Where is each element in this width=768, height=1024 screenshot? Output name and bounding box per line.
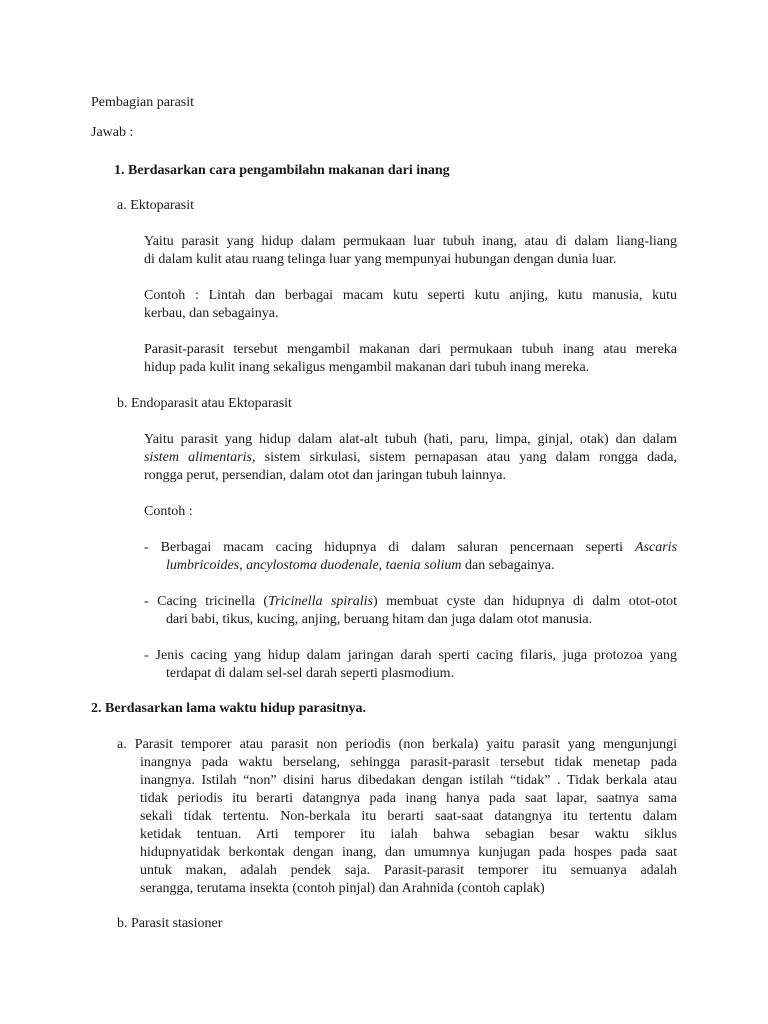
- endo-p1-line: [144, 449, 677, 467]
- example-item-3: - Jenis cacing yang hidup dalam jaringan darah sperti cacing filaris, juga protozoa yang: [144, 648, 677, 663]
- example-text: - Berbagai macam cacing hidupnya di dalam saluran pencernaan seperti: [144, 540, 623, 555]
- ekto-p2-line: Contoh : Lintah dan berbagai macam kutu seperti kutu anjing, kutu manusia, kutu: [144, 288, 677, 303]
- endo-p1-line: Yaitu parasit yang hidup dalam alat-alt tubuh (hati, paru, limpa, ginjal, otak) dan dalam: [144, 432, 677, 447]
- temporer-line: inangnya. Istilah “non” disini harus dibedakan dengan istilah “tidak” . Tidak berkala atau: [140, 773, 677, 788]
- temporer-line: ketidak tentuan. Arti temporer itu ialah bahwa sebagian besar waktu siklus: [140, 827, 677, 842]
- example-item-1: [144, 539, 677, 557]
- ekto-p3-line: Parasit-parasit tersebut mengambil makanan dari permukaan tubuh inang atau mereka: [144, 342, 677, 357]
- ekto-p3-line: hidup pada kulit inang sekaligus mengambil makanan dari tubuh inang mereka.: [144, 360, 590, 375]
- example-text: ) membuat cyste dan hidupnya di dalm otot-otot: [372, 594, 677, 609]
- italic-term: Tricinella spiralis: [268, 594, 373, 609]
- example-item-3-cont: terdapat di dalam sel-sel darah seperti plasmodium.: [166, 666, 455, 681]
- example-item-2-cont: dari babi, tikus, kucing, anjing, beruang hitam dan juga dalam otot manusia.: [166, 612, 593, 627]
- ekto-p2-line: kerbau, dan sebagainya.: [144, 306, 279, 321]
- jawab-label: Jawab :: [91, 125, 134, 140]
- example-text: dan sebagainya.: [461, 558, 555, 573]
- example-text: - Cacing tricinella (: [144, 594, 269, 609]
- section-2-heading: 2. Berdasarkan lama waktu hidup parasitnya.: [91, 701, 367, 716]
- temporer-line: hidupnyatidak berkontak dengan inang, dan umumnya kunjugan pada hospes pada saat: [140, 845, 677, 860]
- endo-p1-text: , sistem sirkulasi, sistem pernapasan atau yang dalam rongga dada,: [251, 450, 677, 465]
- italic-term: lumbricoides, ancylostoma duodenale, taenia solium: [166, 558, 462, 573]
- ekto-p1-line: Yaitu parasit yang hidup dalam permukaan luar tubuh inang, atau di dalam liang-liang: [144, 234, 677, 249]
- ekto-p1-line: di dalam kulit atau ruang telinga luar yang mempunyai hubungan dengan dunia luar.: [144, 252, 617, 267]
- stasioner-label: b. Parasit stasioner: [117, 916, 223, 931]
- endo-p1-line: rongga perut, persendian, dalam otot dan jaringan tubuh lainnya.: [144, 468, 506, 483]
- temporer-line: a. Parasit temporer atau parasit non periodis (non berkala) yaitu parasit yang mengunjungi: [117, 737, 677, 752]
- temporer-line: sekali tidak tertentu. Non-berkala itu berarti saat-saat datangnya itu tertentu dalam: [140, 809, 677, 824]
- section-1-heading: 1. Berdasarkan cara pengambilahn makanan dari inang: [114, 163, 450, 178]
- example-item-2: [144, 593, 677, 611]
- temporer-line: serangga, terutama insekta (contoh pinjal) dan Arahnida (contoh caplak): [140, 881, 545, 896]
- subsection-a-label: a. Ektoparasit: [117, 198, 194, 213]
- subsection-b-label: b. Endoparasit atau Ektoparasit: [117, 396, 292, 411]
- italic-term: sistem alimentaris: [144, 450, 252, 465]
- contoh-label: Contoh :: [144, 504, 193, 519]
- example-item-1-cont: [166, 557, 554, 575]
- italic-term: Ascaris: [635, 540, 678, 555]
- temporer-line: inangnya pada waktu berselang, sehingga parasit-parasit tersebut tidak menetap pada: [140, 755, 677, 770]
- temporer-line: tidak periodis itu berarti datangnya pada inang hanya pada saat lapar, saatnya sama: [140, 791, 677, 806]
- document-title: Pembagian parasit: [91, 95, 195, 110]
- temporer-line: untuk makan, adalah pendek saja. Parasit-parasit temporer itu semuanya adalah: [140, 863, 677, 878]
